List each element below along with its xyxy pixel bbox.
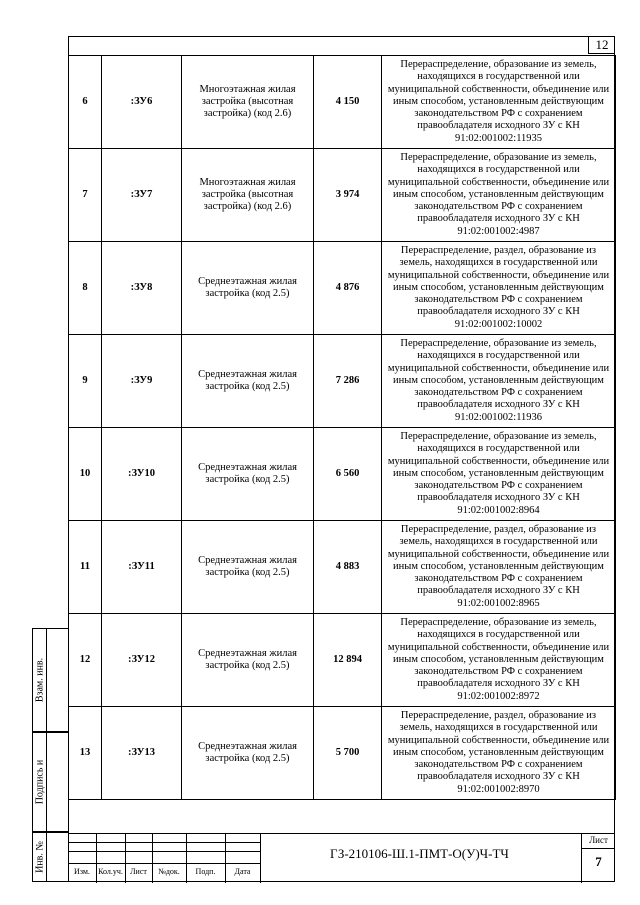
plot-code: :ЗУ11 bbox=[102, 521, 182, 614]
side-label-podpis: Подпись и bbox=[34, 759, 45, 805]
side-label-vzam: Взам. инв. bbox=[34, 657, 45, 703]
plot-code: :ЗУ6 bbox=[102, 56, 182, 149]
row-number: 11 bbox=[69, 521, 102, 614]
sheet-box bbox=[581, 834, 615, 883]
permitted-use: Среднеэтажная жилая застройка (код 2.5) bbox=[182, 521, 314, 614]
document-code: ГЗ-210106-Ш.1-ПМТ-О(У)Ч-ТЧ bbox=[330, 846, 509, 861]
side-box-vzam bbox=[32, 628, 68, 732]
title-block bbox=[68, 833, 615, 882]
sheet-label: Лист bbox=[582, 835, 615, 849]
formation-method: Перераспределение, образование из земель, находящихся в государственной или муниципальной собственности, объединение или иным способом, установленным действующим законодательством РФ с сохранением правообладателя исходного ЗУ с КН 91:02:001002:11935 bbox=[382, 56, 616, 149]
plot-code: :ЗУ7 bbox=[102, 149, 182, 242]
formation-method: Перераспределение, образование из земель, находящихся в государственной или муниципальной собственности, объединение или иным способом, установленным действующим законодательством РФ с сохранением правообладателя исходного ЗУ с КН 91:02:001002:8964 bbox=[382, 428, 616, 521]
plot-area: 6 560 bbox=[314, 428, 382, 521]
row-number: 6 bbox=[69, 56, 102, 149]
formation-method: Перераспределение, раздел, образование из земель, находящихся в государственной или муниципальной собственности, объединение или иным способом, установленным действующим законодательством РФ с сохранением правообладателя исходного ЗУ с КН 91:02:001002:8970 bbox=[382, 707, 616, 800]
land-plots-table bbox=[68, 55, 616, 800]
formation-method: Перераспределение, раздел, образование из земель, находящихся в государственной или муниципальной собственности, объединение или иным способом, установленным действующим законодательством РФ с сохранением правообладателя исходного ЗУ с КН 91:02:001002:10002 bbox=[382, 242, 616, 335]
stamp-label-izm: Изм. bbox=[74, 867, 90, 876]
permitted-use: Среднеэтажная жилая застройка (код 2.5) bbox=[182, 614, 314, 707]
permitted-use: Многоэтажная жилая застройка (высотная застройка) (код 2.6) bbox=[182, 149, 314, 242]
stamp-label-data: Дата bbox=[234, 867, 251, 876]
stamp-label-list: Лист bbox=[130, 867, 147, 876]
stamp-label-ndok: №док. bbox=[158, 867, 180, 876]
table-row bbox=[69, 56, 616, 149]
table-row bbox=[69, 149, 616, 242]
side-box-podpis bbox=[32, 732, 68, 832]
table-row bbox=[69, 335, 616, 428]
plot-area: 4 876 bbox=[314, 242, 382, 335]
plot-code: :ЗУ8 bbox=[102, 242, 182, 335]
table-row bbox=[69, 707, 616, 800]
plot-code: :ЗУ12 bbox=[102, 614, 182, 707]
row-number: 10 bbox=[69, 428, 102, 521]
row-number: 7 bbox=[69, 149, 102, 242]
plot-area: 3 974 bbox=[314, 149, 382, 242]
table-row bbox=[69, 521, 616, 614]
permitted-use: Среднеэтажная жилая застройка (код 2.5) bbox=[182, 335, 314, 428]
table-row bbox=[69, 242, 616, 335]
side-box-inv bbox=[32, 832, 68, 882]
table-row bbox=[69, 428, 616, 521]
plot-code: :ЗУ9 bbox=[102, 335, 182, 428]
plot-area: 12 894 bbox=[314, 614, 382, 707]
plot-area: 7 286 bbox=[314, 335, 382, 428]
permitted-use: Среднеэтажная жилая застройка (код 2.5) bbox=[182, 428, 314, 521]
formation-method: Перераспределение, образование из земель, находящихся в государственной или муниципальной собственности, объединение или иным способом, установленным действующим законодательством РФ с сохранением правообладателя исходного ЗУ с КН 91:02:001002:8972 bbox=[382, 614, 616, 707]
row-number: 8 bbox=[69, 242, 102, 335]
row-number: 9 bbox=[69, 335, 102, 428]
plot-area: 5 700 bbox=[314, 707, 382, 800]
stamp-label-podp: Подп. bbox=[195, 867, 216, 876]
side-label-inv: Инв. № bbox=[34, 841, 45, 873]
title-block-grid bbox=[68, 834, 260, 883]
plot-code: :ЗУ13 bbox=[102, 707, 182, 800]
formation-method: Перераспределение, образование из земель, находящихся в государственной или муниципальной собственности, объединение или иным способом, установленным действующим законодательством РФ с сохранением правообладателя исходного ЗУ с КН 91:02:001002:4987 bbox=[382, 149, 616, 242]
row-number: 12 bbox=[69, 614, 102, 707]
sheet-number: 7 bbox=[595, 854, 602, 869]
formation-method: Перераспределение, образование из земель, находящихся в государственной или муниципальной собственности, объединение или иным способом, установленным действующим законодательством РФ с сохранением правообладателя исходного ЗУ с КН 91:02:001002:11936 bbox=[382, 335, 616, 428]
permitted-use: Среднеэтажная жилая застройка (код 2.5) bbox=[182, 242, 314, 335]
table-row bbox=[69, 614, 616, 707]
top-page-number: 12 bbox=[588, 36, 615, 54]
permitted-use: Среднеэтажная жилая застройка (код 2.5) bbox=[182, 707, 314, 800]
plot-area: 4 883 bbox=[314, 521, 382, 614]
row-number: 13 bbox=[69, 707, 102, 800]
plot-area: 4 150 bbox=[314, 56, 382, 149]
stamp-label-kolych: Кол.уч. bbox=[98, 867, 123, 876]
formation-method: Перераспределение, раздел, образование из земель, находящихся в государственной или муниципальной собственности, объединение или иным способом, установленным действующим законодательством РФ с сохранением правообладателя исходного ЗУ с КН 91:02:001002:8965 bbox=[382, 521, 616, 614]
plot-code: :ЗУ10 bbox=[102, 428, 182, 521]
permitted-use: Многоэтажная жилая застройка (высотная застройка) (код 2.6) bbox=[182, 56, 314, 149]
